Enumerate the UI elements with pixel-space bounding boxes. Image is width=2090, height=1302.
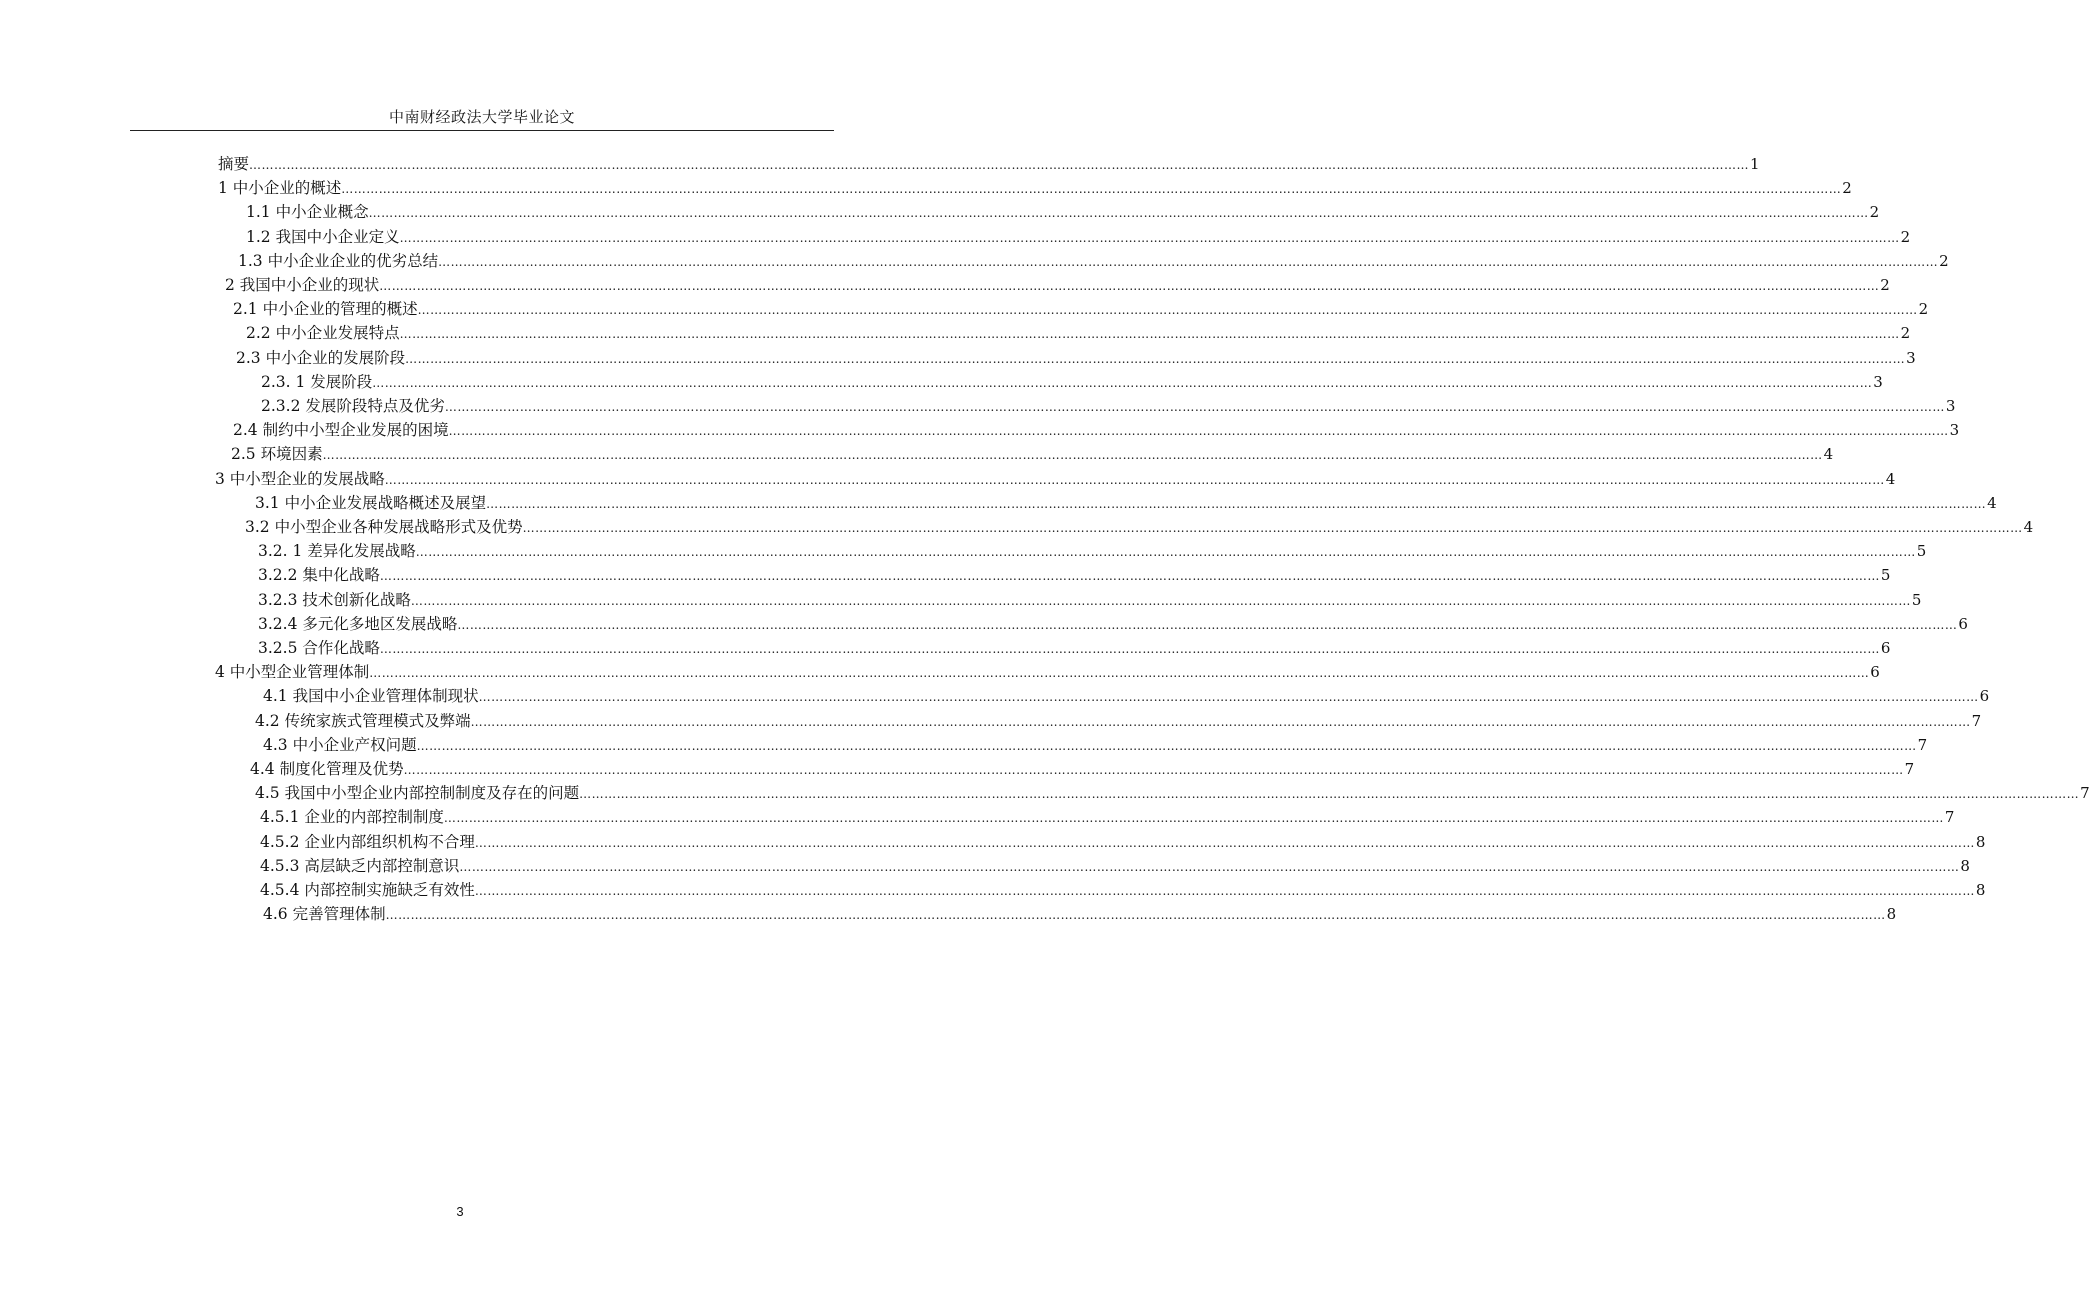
toc-leader-dots: ……………………………………………………………………………………………………………………………………………………………………………………………………………………………………………………………………………………………………………………………… <box>478 690 1979 705</box>
toc-entry-label: 2.1 中小企业的管理的概述 <box>233 300 418 319</box>
toc-entry-page: 1 <box>1750 155 1760 173</box>
toc-entry-page: 6 <box>1979 687 1990 706</box>
toc-entry-label: 4.5.2 企业内部组织机构不合理 <box>260 832 475 851</box>
toc-entry-page: 3 <box>1949 421 1960 440</box>
toc-entry-page: 2 <box>1842 179 1852 198</box>
toc-entry-label: 4.6 完善管理体制 <box>263 905 386 924</box>
toc-entry[interactable] <box>233 418 1960 442</box>
toc-entry-label: 1.3 中小企业企业的优劣总结 <box>238 251 439 270</box>
toc-entry[interactable] <box>260 830 1986 854</box>
toc-entry[interactable] <box>246 200 1880 224</box>
toc-leader-dots: ……………………………………………………………………………………………………………………………………………………………………………………………………………………………………………………………………………………………………………………………… <box>385 908 1886 923</box>
toc-entry-page: 4 <box>1885 469 1896 488</box>
toc-entry-page: 5 <box>1916 542 1927 561</box>
toc-leader-dots: ……………………………………………………………………………………………………………………………………………………………………………………………………………………………………………………………………………………………………………………………… <box>444 400 1945 414</box>
toc-entry[interactable] <box>215 467 1896 491</box>
toc-entry[interactable] <box>258 612 1968 636</box>
toc-entry-page: 7 <box>2080 784 2090 803</box>
toc-entry[interactable] <box>218 152 1760 176</box>
toc-entry[interactable] <box>225 273 1890 297</box>
toc-leader-dots: ……………………………………………………………………………………………………………………………………………………………………………………………………………………………………………………………………………………………………………………………… <box>322 448 1823 463</box>
toc-entry[interactable] <box>233 297 1929 321</box>
toc-leader-dots: ……………………………………………………………………………………………………………………………………………………………………………………………………………………………………………………………………………………………………………………………… <box>474 884 1975 898</box>
toc-entry-label: 3.1 中小企业发展战略概述及展望 <box>255 493 487 512</box>
toc-leader-dots: ……………………………………………………………………………………………………………………………………………………………………………………………………………………………………………………………………………………………………………………………… <box>369 666 1870 681</box>
toc-entry-label: 4.4 制度化管理及优势 <box>250 760 404 778</box>
page-header <box>130 104 834 131</box>
toc-leader-dots: ……………………………………………………………………………………………………………………………………………………………………………………………………………………………………………………………………………………………………………………………… <box>416 738 1917 753</box>
toc-entry-page: 2 <box>1900 227 1911 246</box>
toc-entry[interactable] <box>246 225 1911 249</box>
toc-entry-label: 3.2.2 集中化战略 <box>258 566 380 585</box>
toc-entry-label: 4.5.1 企业的内部控制制度 <box>260 808 444 827</box>
toc-entry-label: 4.5.3 高层缺乏内部控制意识 <box>260 856 460 875</box>
toc-leader-dots: ……………………………………………………………………………………………………………………………………………………………………………………………………………………………………………………………………………………………………………………………… <box>459 859 1960 874</box>
toc-entry-page: 6 <box>1880 639 1891 657</box>
page-number: 3 <box>456 1204 464 1219</box>
toc-leader-dots: ……………………………………………………………………………………………………………………………………………………………………………………………………………………………………………………………………………………………………………………………… <box>438 254 1939 269</box>
toc-entry[interactable] <box>255 709 1982 733</box>
toc-entry[interactable] <box>258 588 1922 612</box>
toc-entry-page: 2 <box>1869 203 1880 222</box>
toc-entry-page: 3 <box>1873 372 1883 391</box>
toc-entry-label: 1.1 中小企业概念 <box>246 203 369 222</box>
toc-entry[interactable] <box>231 442 1834 466</box>
toc-entry-page: 2 <box>1900 324 1911 343</box>
toc-leader-dots: ……………………………………………………………………………………………………………………………………………………………………………………………………………………………………………………………………………………………………………………………… <box>579 787 2080 802</box>
toc-entry[interactable] <box>218 176 1852 200</box>
toc-entry[interactable] <box>261 394 1956 418</box>
toc-leader-dots: ……………………………………………………………………………………………………………………………………………………………………………………………………………………………………………………………………………………………………………………………… <box>368 206 1869 221</box>
toc-entry-label: 2.4 制约中小型企业发展的困境 <box>233 421 449 440</box>
toc-entry[interactable] <box>260 854 1970 878</box>
toc-leader-dots: ……………………………………………………………………………………………………………………………………………………………………………………………………………………………………………………………………………………………………………………………… <box>379 569 1880 584</box>
toc-entry[interactable] <box>263 902 1897 926</box>
toc-leader-dots: ……………………………………………………………………………………………………………………………………………………………………………………………………………………………………………………………………………………………………………………………… <box>372 375 1873 390</box>
toc-entry-page: 3 <box>1945 397 1956 415</box>
toc-entry-page: 7 <box>1971 711 1982 730</box>
toc-entry-page: 4 <box>1823 445 1834 464</box>
toc-entry-label: 3 中小型企业的发展战略 <box>215 469 385 488</box>
toc-entry-page: 2 <box>1880 276 1890 294</box>
toc-entry[interactable] <box>215 660 1880 684</box>
toc-leader-dots: ……………………………………………………………………………………………………………………………………………………………………………………………………………………………………………………………………………………………………………………………… <box>384 472 1885 487</box>
toc-entry-label: 2.5 环境因素 <box>231 445 323 464</box>
toc-entry[interactable] <box>258 563 1891 587</box>
toc-entry-label: 1.2 我国中小企业定义 <box>246 227 400 246</box>
toc-entry-page: 5 <box>1880 566 1891 585</box>
toc-leader-dots: ……………………………………………………………………………………………………………………………………………………………………………………………………………………………………………………………………………………………………………………………… <box>486 496 1987 511</box>
toc-entry-page: 2 <box>1939 251 1949 270</box>
toc-entry-label: 2.2 中小企业发展特点 <box>246 324 400 343</box>
toc-entry-page: 3 <box>1906 348 1916 367</box>
toc-entry[interactable] <box>236 346 1916 370</box>
toc-entry-page: 6 <box>1870 663 1880 682</box>
toc-leader-dots: ……………………………………………………………………………………………………………………………………………………………………………………………………………………………………………………………………………………………………………………………… <box>470 714 1971 729</box>
toc-leader-dots: ……………………………………………………………………………………………………………………………………………………………………………………………………………………………………………………………………………………………………………………………… <box>405 351 1906 366</box>
toc-leader-dots: ……………………………………………………………………………………………………………………………………………………………………………………………………………………………………………………………………………………………………………………………… <box>403 763 1904 777</box>
toc-entry[interactable] <box>258 636 1891 660</box>
toc-leader-dots: ……………………………………………………………………………………………………………………………………………………………………………………………………………………………………………………………………………………………………………………………… <box>249 158 1750 172</box>
toc-entry[interactable] <box>246 321 1911 345</box>
toc-entry-label: 2 我国中小企业的现状 <box>225 276 380 294</box>
toc-entry-label: 3.2.5 合作化战略 <box>258 639 380 657</box>
toc-entry-label: 摘要 <box>218 155 250 173</box>
toc-entry-page: 7 <box>1944 808 1955 827</box>
toc-entry[interactable] <box>250 757 1915 781</box>
toc-entry-label: 1 中小企业的概述 <box>218 179 342 198</box>
toc-entry-page: 6 <box>1958 614 1968 633</box>
toc-leader-dots: ……………………………………………………………………………………………………………………………………………………………………………………………………………………………………………………………………………………………………………………………… <box>457 617 1958 632</box>
toc-entry-label: 4.1 我国中小企业管理体制现状 <box>263 687 479 706</box>
toc-leader-dots: ……………………………………………………………………………………………………………………………………………………………………………………………………………………………………………………………………………………………………………………………… <box>399 327 1900 342</box>
toc-entry[interactable] <box>245 515 2034 539</box>
toc-entry-label: 2.3 中小企业的发展阶段 <box>236 348 406 367</box>
toc-leader-dots: ……………………………………………………………………………………………………………………………………………………………………………………………………………………………………………………………………………………………………………………………… <box>417 303 1918 318</box>
toc-leader-dots: ……………………………………………………………………………………………………………………………………………………………………………………………………………………………………………………………………………………………………………………………… <box>379 279 1880 293</box>
toc-entry[interactable] <box>238 249 1949 273</box>
toc-entry-label: 3.2 中小型企业各种发展战略形式及优势 <box>245 518 523 536</box>
toc-entry[interactable] <box>255 781 2090 805</box>
toc-entry-page: 8 <box>1975 881 1986 899</box>
toc-entry[interactable] <box>258 539 1927 563</box>
toc-entry-label: 2.3.2 发展阶段特点及优劣 <box>261 397 445 415</box>
toc-entry-page: 4 <box>1987 493 1997 512</box>
toc-entry-label: 3.2. 1 差异化发展战略 <box>258 542 416 561</box>
toc-leader-dots: ……………………………………………………………………………………………………………………………………………………………………………………………………………………………………………………………………………………………………………………………… <box>379 642 1880 656</box>
toc-entry-label: 4 中小型企业管理体制 <box>215 663 370 682</box>
toc-entry-page: 8 <box>1886 905 1897 924</box>
toc-entry-label: 4.3 中小企业产权问题 <box>263 735 417 754</box>
toc-leader-dots: ……………………………………………………………………………………………………………………………………………………………………………………………………………………………………………………………………………………………………………………………… <box>399 230 1900 245</box>
toc-leader-dots: ……………………………………………………………………………………………………………………………………………………………………………………………………………………………………………………………………………………………………………………………… <box>415 545 1916 560</box>
toc-entry[interactable] <box>260 878 1986 902</box>
toc-entry-page: 8 <box>1975 832 1986 851</box>
toc-entry-label: 4.5.4 内部控制实施缺乏有效性 <box>260 881 475 899</box>
toc-entry-label: 3.2.3 技术创新化战略 <box>258 590 411 609</box>
toc-entry-page: 7 <box>1917 735 1928 754</box>
toc-leader-dots: ……………………………………………………………………………………………………………………………………………………………………………………………………………………………………………………………………………………………………………………………… <box>474 835 1975 850</box>
toc-entry-label: 3.2.4 多元化多地区发展战略 <box>258 614 458 633</box>
toc-entry-page: 8 <box>1960 856 1970 875</box>
toc-leader-dots: ……………………………………………………………………………………………………………………………………………………………………………………………………………………………………………………………………………………………………………………………… <box>341 182 1842 197</box>
toc-entry-page: 4 <box>2023 518 2034 536</box>
toc-leader-dots: ……………………………………………………………………………………………………………………………………………………………………………………………………………………………………………………………………………………………………………………………… <box>443 811 1944 826</box>
toc-leader-dots: ……………………………………………………………………………………………………………………………………………………………………………………………………………………………………………………………………………………………………………………………… <box>410 593 1911 608</box>
toc-entry-page: 2 <box>1918 300 1929 319</box>
toc-entry-label: 4.5 我国中小型企业内部控制制度及存在的问题 <box>255 784 580 803</box>
toc-entry-label: 2.3. 1 发展阶段 <box>261 372 373 391</box>
toc-leader-dots: ……………………………………………………………………………………………………………………………………………………………………………………………………………………………………………………………………………………………………………………………… <box>522 521 2023 535</box>
header-title: 中南财经政法大学毕业论文 <box>388 108 575 126</box>
toc-leader-dots: ……………………………………………………………………………………………………………………………………………………………………………………………………………………………………………………………………………………………………………………………… <box>448 424 1949 439</box>
toc-entry[interactable] <box>260 805 1955 829</box>
toc-entry-label: 4.2 传统家族式管理模式及弊端 <box>255 711 471 730</box>
toc-entry[interactable] <box>255 491 1997 515</box>
toc-entry[interactable] <box>263 684 1990 708</box>
toc-entry-page: 5 <box>1911 590 1922 609</box>
toc-entry[interactable] <box>263 733 1928 757</box>
toc-entry-page: 7 <box>1904 760 1915 778</box>
toc-entry[interactable] <box>261 370 1883 394</box>
